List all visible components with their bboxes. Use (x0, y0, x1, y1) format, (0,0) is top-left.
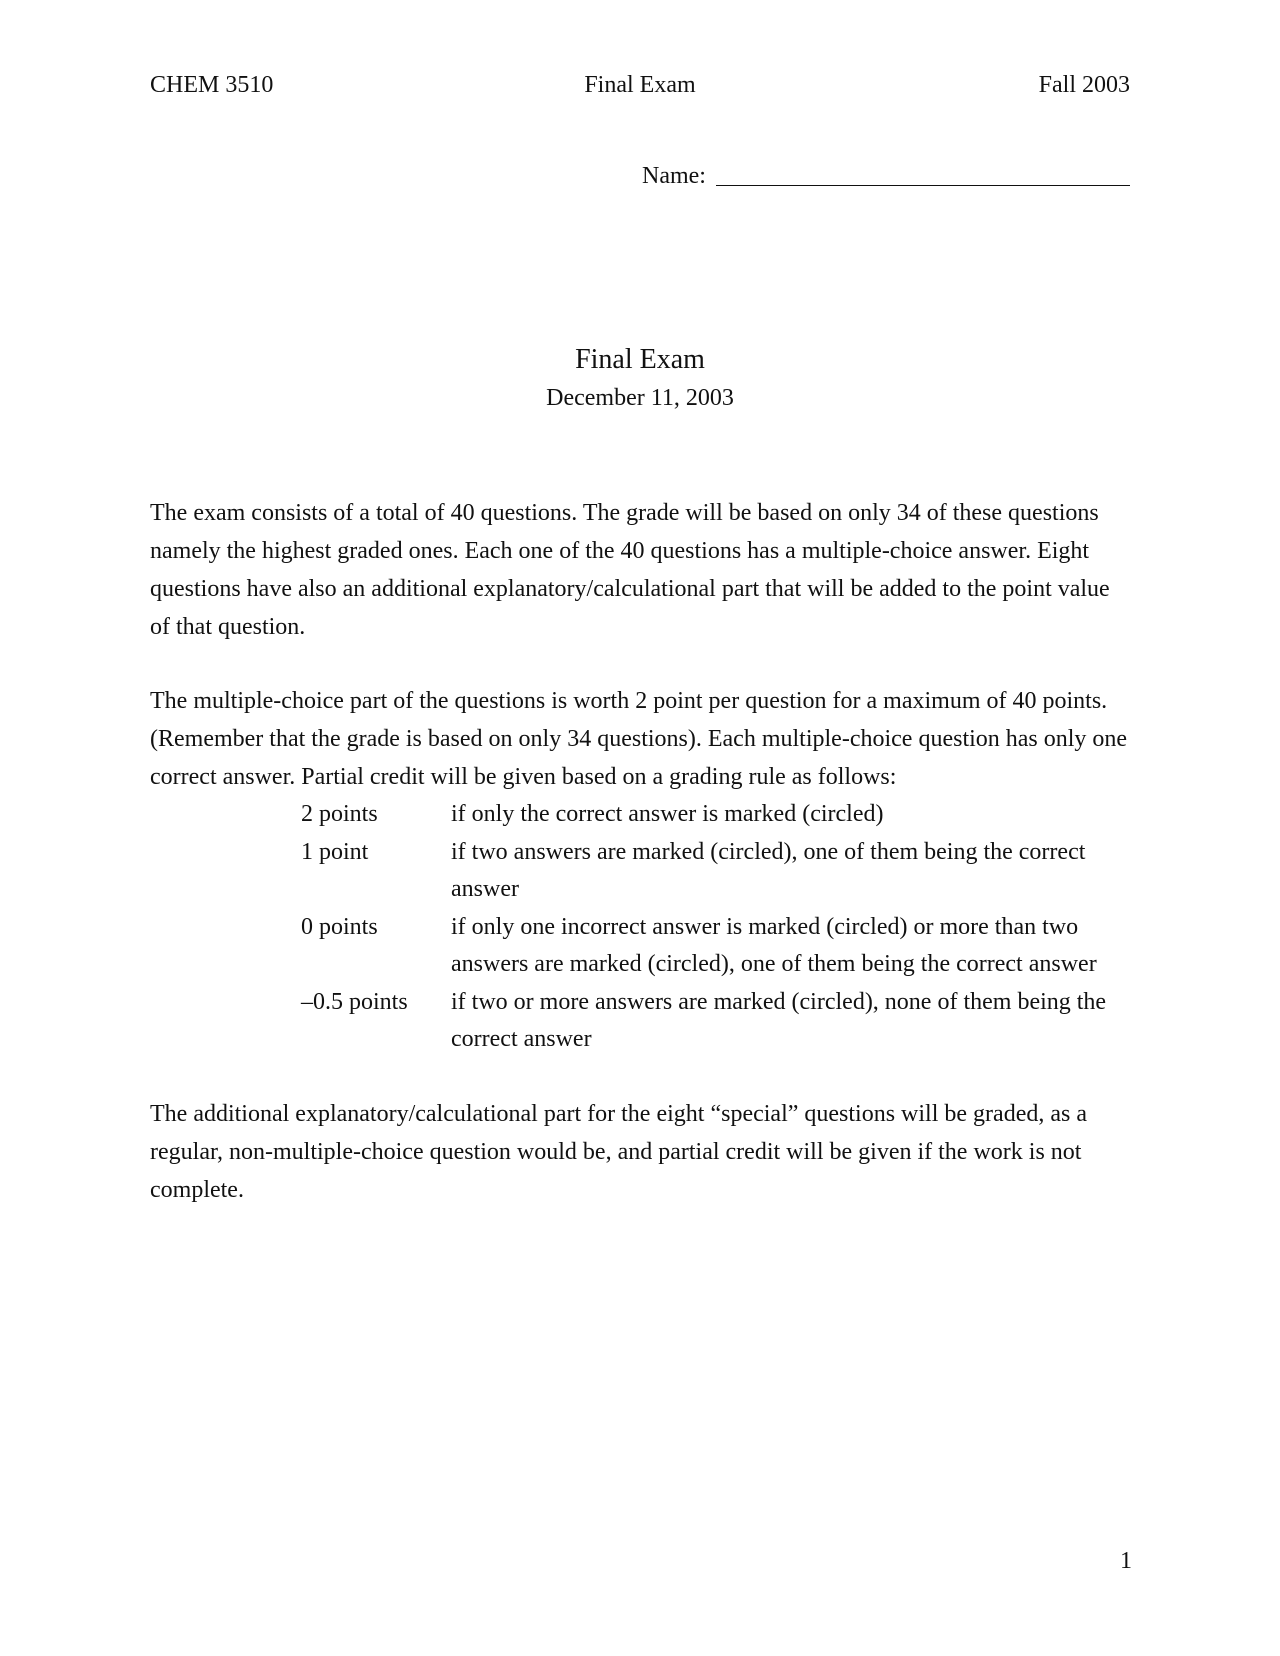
name-field[interactable] (642, 158, 1130, 190)
intro-paragraph: The exam consists of a total of 40 questions. The grade will be based on only 34 of these questions namely the highest graded ones. Each one of the 40 questions has a multiple-choice answer. Eight questions have also an additional explanatory/calculational part that will be added to the point value of that question. (150, 500, 1110, 640)
header-exam-title: Final Exam (584, 72, 696, 98)
rule-points: –0.5 points (301, 988, 408, 1015)
rule-description: if only the correct answer is marked (circled) (451, 801, 884, 827)
exam-title: Final Exam (575, 344, 705, 375)
term: Fall 2003 (1038, 72, 1130, 98)
rule-points: 0 points (301, 913, 378, 940)
multiple-choice-paragraph: The multiple-choice part of the questions is worth 2 point per question for a maximum of 40 points. (Remember that the grade is based on only 34 questions). Each multiple-choice question has only one correct answer. Partial credit will be given based on a grading rule as follows: (150, 688, 1128, 790)
grading-rule-row (150, 796, 1135, 834)
rule-points: 1 point (301, 838, 369, 865)
name-label: Name: (642, 163, 706, 189)
rule-points: 2 points (301, 801, 378, 827)
rule-description: if only one incorrect answer is marked (circled) or more than two answers are marked (circled), one of them being the correct answer (451, 913, 1097, 977)
title-block (150, 342, 1130, 416)
grading-rule-row (150, 984, 1135, 1059)
rule-description: if two answers are marked (circled), one of them being the correct answer (451, 838, 1086, 902)
page-header (150, 72, 1130, 104)
name-blank-line[interactable] (716, 185, 1130, 186)
rule-description: if two or more answers are marked (circled), none of them being the correct answer (451, 988, 1107, 1052)
grading-rules (150, 796, 1135, 1059)
course-code: CHEM 3510 (150, 72, 274, 98)
special-questions-paragraph: The additional explanatory/calculational part for the eight “special” questions will be graded, as a regular, non-multiple-choice question would be, and partial credit will be given if the work is not complete. (150, 1101, 1087, 1203)
page-number: 1 (1120, 1548, 1132, 1574)
grading-rule-row (150, 834, 1135, 909)
grading-rule-row (150, 909, 1135, 984)
exam-date: December 11, 2003 (546, 385, 734, 411)
